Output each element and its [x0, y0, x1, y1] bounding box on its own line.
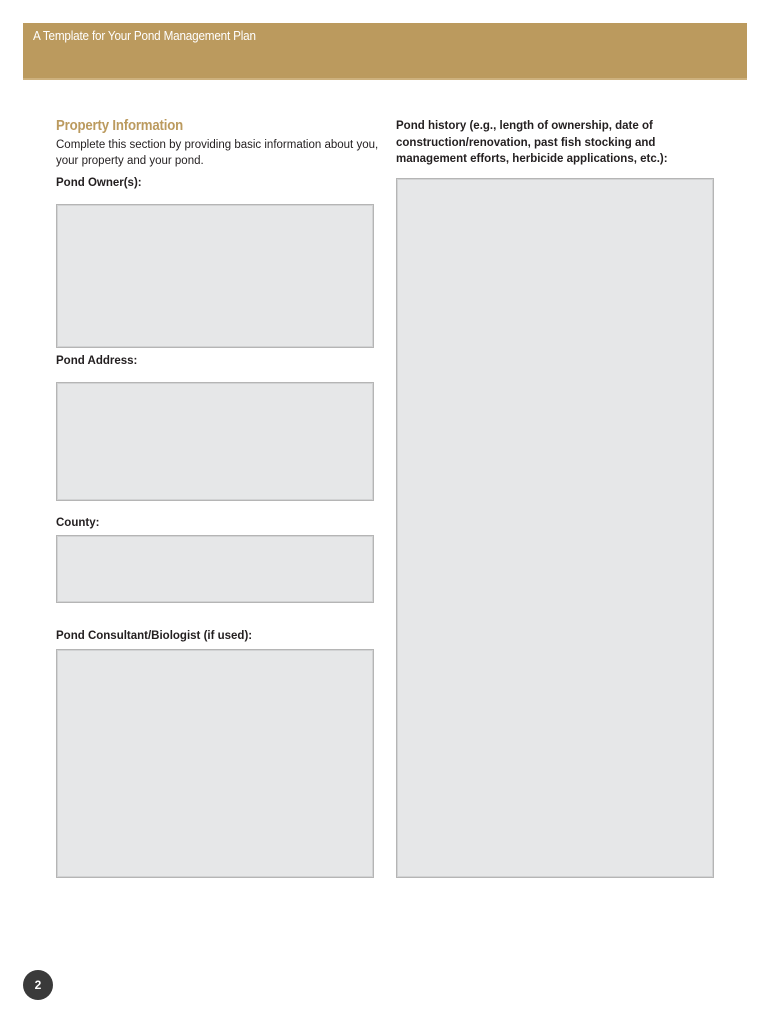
pond-history-field[interactable] — [396, 178, 714, 878]
consultant-field[interactable] — [56, 649, 374, 878]
county-label: County: — [56, 517, 100, 529]
section-title: Property Information — [56, 117, 184, 134]
pond-address-label: Pond Address: — [56, 355, 138, 367]
county-field[interactable] — [56, 535, 374, 603]
pond-history-label: Pond history (e.g., length of ownership, date of construction/renovation, past fish stocking and management efforts, herbicide applications, etc.): — [396, 120, 668, 165]
page-header-title: A Template for Your Pond Management Plan — [33, 28, 256, 43]
section-description: Complete this section by providing basic information about you, your property and your pond. — [56, 139, 379, 167]
page-number: 2 — [34, 978, 42, 992]
consultant-label: Pond Consultant/Biologist (if used): — [56, 630, 253, 642]
pond-address-field[interactable] — [56, 382, 374, 501]
page-number-badge — [23, 970, 53, 1000]
pond-owners-field[interactable] — [56, 204, 374, 348]
pond-owners-label: Pond Owner(s): — [56, 177, 142, 189]
